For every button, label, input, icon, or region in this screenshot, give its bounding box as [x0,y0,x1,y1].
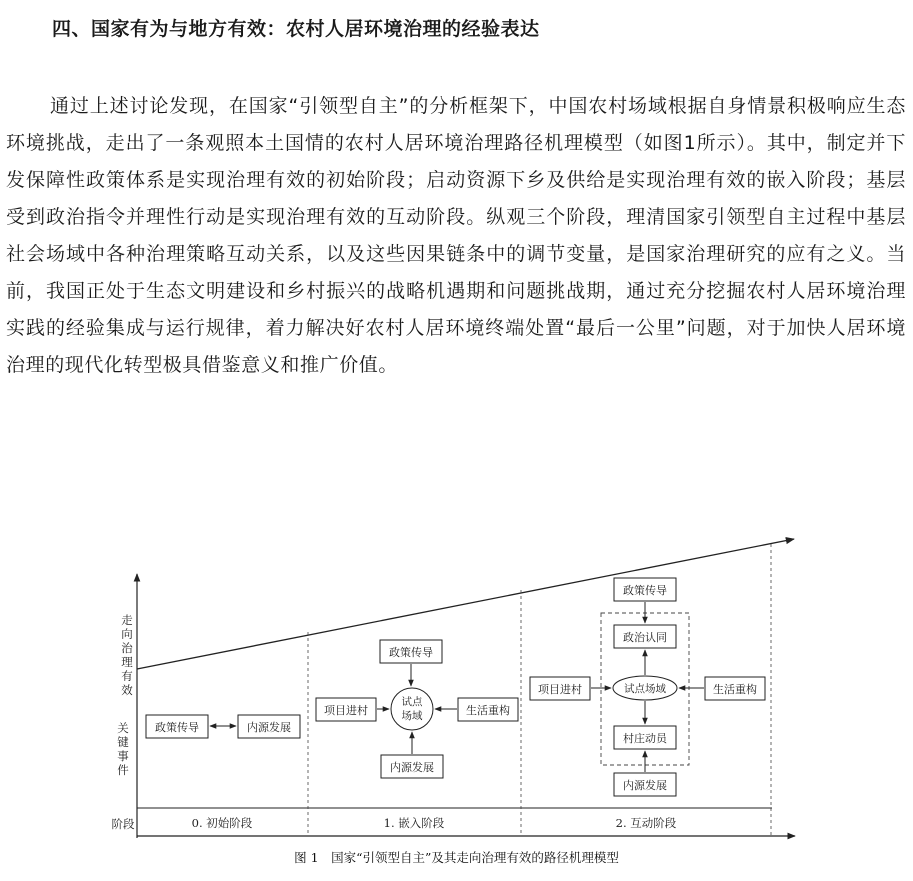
body-paragraph: 通过上述讨论发现，在国家“引领型自主”的分析框架下，中国农村场域根据自身情景积极响应生态环境挑战，走出了一条观照本土国情的农村人居环境治理路径机理模型（如图1所示）。其中，制定并下发保障性政策体系是实现治理有效的初始阶段；启动资源下乡及供给是实现治理有效的嵌入阶段；基层受到政治指令并理性行动是实现治理有效的互动阶段。纵观三个阶段，理清国家引领型自主过程中基层社会场域中各种治理策略互动关系，以及这些因果链条中的调节变量，是国家治理研究的应有之义。当前，我国正处于生态文明建设和乡村振兴的战略机遇期和问题挑战期，通过充分挖掘农村人居环境治理实践的经验集成与运行规律，着力解决好农村人居环境终端处置“最后一公里”问题，对于加快人居环境治理的现代化转型极具借鉴意义和推广价值。 [6,95,906,376]
stage1-bottom-label: 内源发展 [390,761,434,774]
svg-text:效: 效 [121,683,133,697]
stage2-upper-label: 政治认同 [623,631,667,644]
stage2-lower-label: 村庄动员 [623,732,667,745]
svg-text:走: 走 [121,613,133,627]
section-heading: 四、国家有为与地方有效：农村人居环境治理的经验表达 [52,18,540,40]
stage1-center-line1: 试点 [401,696,423,708]
stage0-policy-label: 政策传导 [155,721,199,734]
svg-text:关: 关 [117,721,129,735]
stage1-pilot-field-circle [391,688,433,730]
stage2-bottom-label: 内源发展 [623,779,667,792]
trend-line [137,539,794,669]
stage2-right-label: 生活重构 [713,683,757,696]
stage0-endogenous-label: 内源发展 [247,721,291,734]
stage1-top-label: 政策传导 [389,646,433,659]
svg-text:治: 治 [121,641,133,655]
stage2-top-label: 政策传导 [623,584,667,597]
stage-label-1: 1. 嵌入阶段 [383,816,445,830]
stage-row-label: 阶段 [111,817,135,831]
svg-text:向: 向 [121,627,133,641]
figure-caption: 图 1 国家“引领型自主”及其走向治理有效的路径机理模型 [294,850,619,865]
svg-text:件: 件 [117,763,129,777]
svg-text:有: 有 [121,669,133,683]
stage-label-0: 0. 初始阶段 [191,816,253,830]
events-row-label [117,721,129,777]
stage2-center-label: 试点场域 [624,683,666,695]
svg-text:键: 键 [117,735,129,749]
stage1-left-label: 项目进村 [324,704,368,717]
stage1-center-line2: 场域 [401,710,423,722]
svg-text:事: 事 [117,749,129,763]
svg-text:理: 理 [121,655,133,669]
stage2-left-label: 项目进村 [538,683,582,696]
stage1-right-label: 生活重构 [466,704,510,717]
y-axis-label [121,613,133,697]
stage-label-2: 2. 互动阶段 [615,816,677,830]
